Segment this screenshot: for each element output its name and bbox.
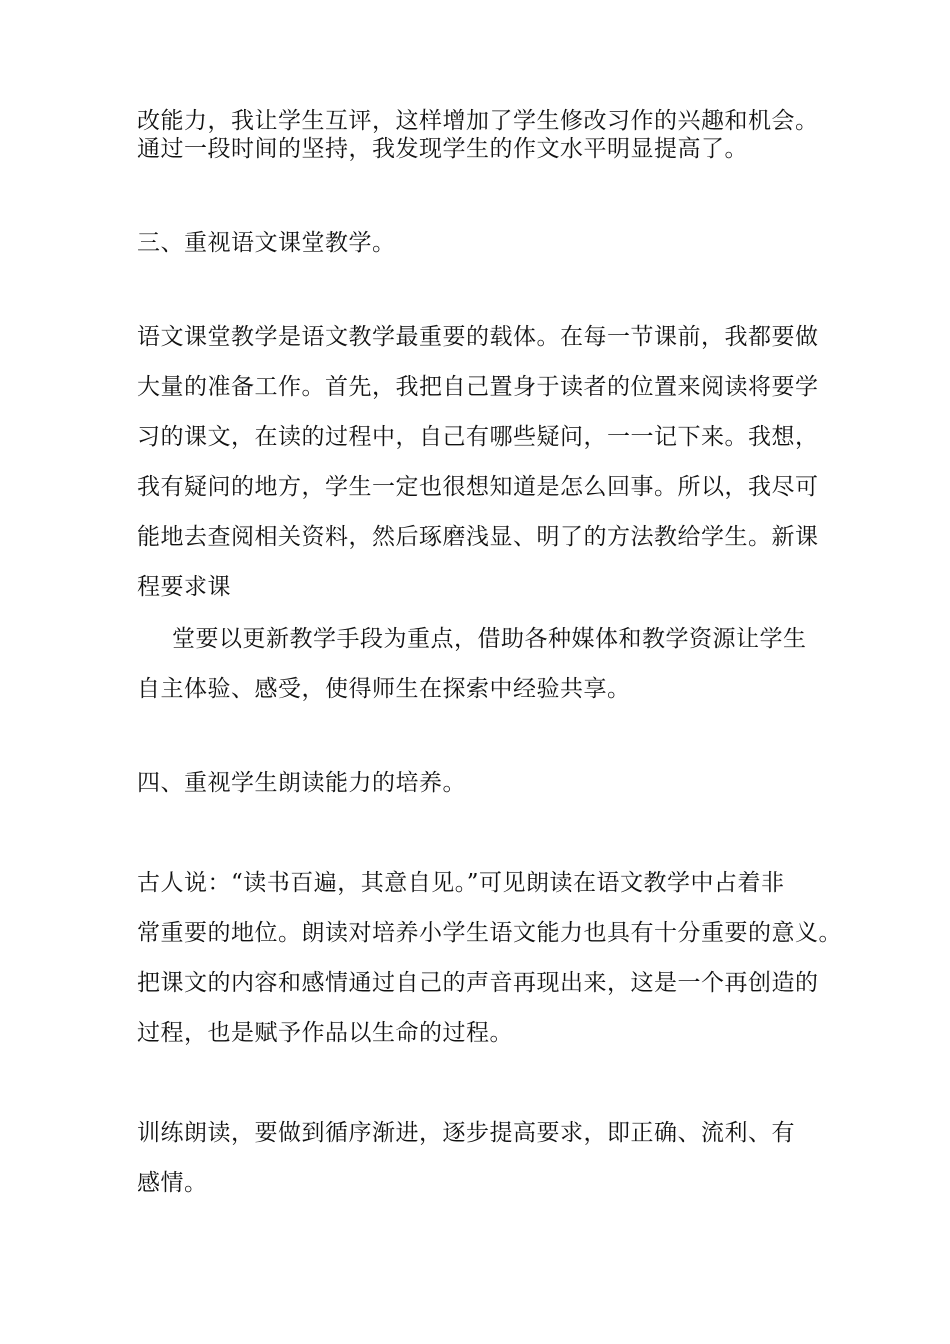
paragraph-2-line-5: 能地去查阅相关资料，然后琢磨浅显、明了的方法教给学生。新课 [137, 524, 819, 550]
paragraph-2-line-7: 堂要以更新教学手段为重点，借助各种媒体和教学资源让学生 [172, 626, 807, 652]
paragraph-2-line-3: 习的课文，在读的过程中，自己有哪些疑问，一一记下来。我想， [137, 424, 819, 450]
paragraph-1-line-1: 改能力，我让学生互评，这样增加了学生修改习作的兴趣和机会。 [137, 108, 819, 134]
paragraph-3-line-4: 过程，也是赋予作品以生命的过程。 [137, 1020, 513, 1046]
paragraph-3-line-2: 常重要的地位。朗读对培养小学生语文能力也具有十分重要的意义。 [137, 920, 842, 946]
section-heading-4: 四、重视学生朗读能力的培养。 [137, 770, 466, 796]
paragraph-1-line-2: 通过一段时间的坚持，我发现学生的作文水平明显提高了。 [137, 136, 748, 162]
paragraph-4-line-2: 感情。 [137, 1170, 208, 1196]
paragraph-2-line-6: 程要求课 [137, 574, 231, 600]
paragraph-4-line-1: 训练朗读，要做到循序渐进，逐步提高要求，即正确、流利、有 [137, 1120, 795, 1146]
paragraph-3-line-3: 把课文的内容和感情通过自己的声音再现出来，这是一个再创造的 [137, 970, 819, 996]
section-heading-3: 三、重视语文课堂教学。 [137, 230, 396, 256]
paragraph-2-line-4: 我有疑问的地方，学生一定也很想知道是怎么回事。所以，我尽可 [137, 474, 819, 500]
paragraph-2-line-1: 语文课堂教学是语文教学最重要的载体。在每一节课前，我都要做 [137, 324, 819, 350]
paragraph-2-line-8: 自主体验、感受，使得师生在探索中经验共享。 [137, 676, 631, 702]
paragraph-2-line-2: 大量的准备工作。首先，我把自己置身于读者的位置来阅读将要学 [137, 374, 819, 400]
paragraph-3-line-1: 古人说：“读书百遍，其意自见。”可见朗读在语文教学中占着非 [137, 870, 785, 896]
